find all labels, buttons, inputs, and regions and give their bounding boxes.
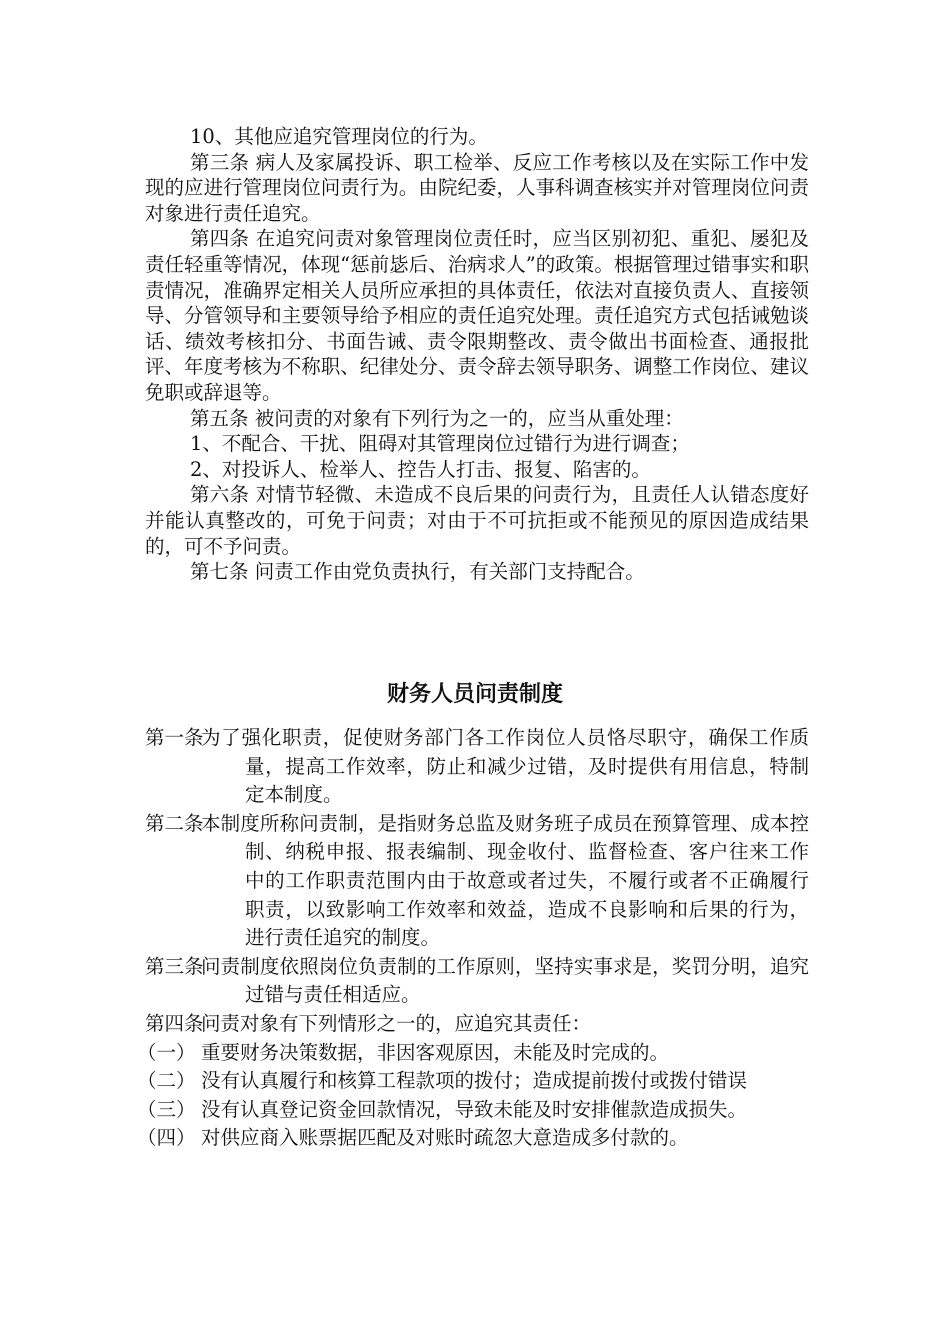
- article-label: 第二条: [145, 811, 204, 835]
- article-text: 本制度所称问责制，是指财务总监及财务班子成员在预算管理、成本控制、纳税申报、报表编制、现金收付、监督检查、客户往来工作中的工作职责范围内由于故意或者过失，不履行或者不正确履行职责，以致影响工作效率和效益，造成不良影响和后果的行为，进行责任追究的制度。: [201, 811, 809, 950]
- paragraph: 第六条 对情节轻微、未造成不良后果的问责行为，且责任人认错态度好并能认真整改的，可免于问责；对由于不可抗拒或不能预见的原因造成结果的，可不予问责。: [145, 483, 809, 558]
- previous-section-body: [145, 124, 809, 585]
- sub-item-text: 没有认真履行和核算工程款项的拨付；造成提前拨付或拨付错误: [201, 1069, 748, 1093]
- sub-item: [137, 1039, 809, 1068]
- sub-item-text: 对供应商入账票据匹配及对账时疏忽大意造成多付款的。: [201, 1126, 689, 1150]
- paragraph: 2、对投诉人、检举人、控告人打击、报复、陷害的。: [190, 457, 651, 481]
- sub-item-label: （一）: [137, 1040, 196, 1064]
- article: [145, 1010, 809, 1039]
- paragraph: 10、其他应追究管理岗位的行为。: [190, 125, 488, 148]
- finance-accountability-body: [137, 724, 809, 1153]
- article-label: 第一条: [145, 726, 204, 749]
- article: [145, 724, 809, 810]
- sub-item-label: （二）: [137, 1069, 196, 1093]
- article: [145, 953, 809, 1010]
- sub-item: [137, 1096, 809, 1125]
- paragraph: 第三条 病人及家属投诉、职工检举、反应工作考核以及在实际工作中发现的应进行管理岗位问责行为。由院纪委，人事科调查核实并对管理岗位问责对象进行责任追究。: [145, 150, 809, 225]
- article-text: 问责制度依照岗位负责制的工作原则，坚持实事求是，奖罚分明，追究过错与责任相适应。: [201, 954, 809, 1007]
- sub-item: [137, 1067, 809, 1096]
- article-text: 为了强化职责，促使财务部门各工作岗位人员恪尽职守，确保工作质量，提高工作效率，防止和减少过错，及时提供有用信息，特制定本制度。: [201, 726, 809, 807]
- article: [145, 810, 809, 953]
- paragraph: 第五条 被问责的对象有下列行为之一的，应当从重处理：: [190, 406, 684, 430]
- paragraph: 第四条 在追究问责对象管理岗位责任时，应当区别初犯、重犯、屡犯及责任轻重等情况，体现“惩前毖后、治病求人”的政策。根据管理过错事实和职责情况，准确界定相关人员所应承担的具体责任，依法对直接负责人、直接领导、分管领导和主要领导给予相应的责任追究处理。责任追究方式包括诫勉谈话、绩效考核扣分、书面告诫、责令限期整改、责令做出书面检查、通报批评、年度考核为不称职、纪律处分、责令辞去领导职务、调整工作岗位、建议免职或辞退等。: [145, 227, 809, 404]
- sub-item-label: （四）: [137, 1126, 196, 1150]
- article-label: 第四条: [145, 1011, 204, 1035]
- paragraph: 1、不配合、干扰、阻碍对其管理岗位过错行为进行调查；: [190, 432, 690, 456]
- section-title: 财务人员问责制度: [386, 682, 563, 707]
- sub-item-label: （三）: [137, 1097, 196, 1121]
- article-label: 第三条: [145, 954, 204, 978]
- sub-item-text: 重要财务决策数据，非因客观原因，未能及时完成的。: [201, 1040, 670, 1064]
- sub-item: [137, 1124, 809, 1153]
- sub-item-text: 没有认真登记资金回款情况，导致未能及时安排催款造成损失。: [201, 1097, 748, 1121]
- paragraph: 第七条 问责工作由党负责执行，有关部门支持配合。: [190, 560, 645, 584]
- article-text: 问责对象有下列情形之一的，应追究其责任：: [201, 1011, 592, 1035]
